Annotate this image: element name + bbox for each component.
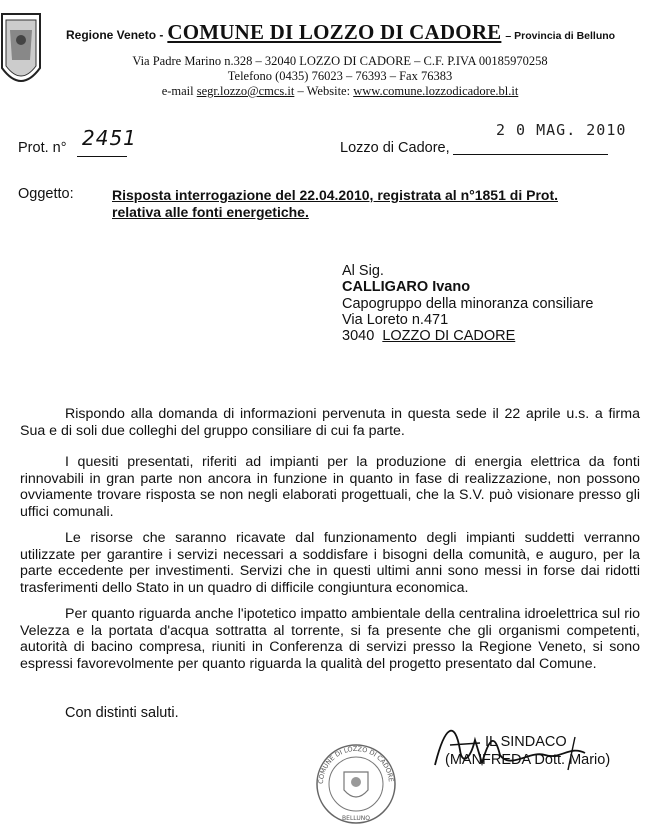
- recipient-salutation: Al Sig.: [342, 263, 384, 279]
- protocol-label: Prot. n°: [18, 140, 67, 156]
- stamp-text-bottom: BELLUNO: [342, 815, 370, 822]
- comune-name: COMUNE DI LOZZO DI CADORE: [167, 20, 502, 44]
- letterhead-contacts: [60, 84, 620, 99]
- letterhead-address: Via Padre Marino n.328 – 32040 LOZZO DI CADORE – C.F. P.IVA 00185970258: [132, 54, 548, 68]
- body-paragraph-4: Per quanto riguarda anche l'ipotetico impatto ambientale della centralina idroelettrica sul rio Velezza e la portata d'acqua sottratta al torrente, si fa presente che gli organismi competenti, autorità di bacino compresa, riuniti in Conferenza di servizi presso la Regione Veneto, si sono espressi favorevolmente per quanto riguarda la qualità del progetto presentato dal Comune.: [20, 606, 640, 672]
- recipient-city: LOZZO DI CADORE: [382, 328, 516, 344]
- date-underline: [453, 154, 608, 155]
- date-stamp: 2 0 MAG. 2010: [496, 121, 627, 139]
- signature-title: IL SINDACO: [485, 734, 567, 750]
- stamp-text-top: COMUNE DI LOZZO DI CADORE: [316, 744, 395, 785]
- website-link[interactable]: www.comune.lozzodicadore.bl.it: [353, 84, 519, 98]
- official-stamp-icon: [314, 742, 398, 826]
- letterhead-title: [66, 20, 626, 45]
- subject-line-1: Risposta interrogazione del 22.04.2010, registrata al n°1851 di Prot.: [112, 187, 558, 203]
- signature-name: (MANFREDA Dott. Mario): [445, 752, 611, 768]
- protocol-underline: [77, 156, 127, 157]
- email-link[interactable]: segr.lozzo@cmcs.it: [196, 84, 295, 98]
- recipient-role: Capogruppo della minoranza consiliare: [342, 296, 594, 312]
- handwritten-signature-icon: [420, 715, 620, 775]
- region-label: Regione Veneto -: [66, 28, 164, 42]
- recipient-street: Via Loreto n.471: [342, 312, 449, 328]
- recipient-city-line: [342, 328, 515, 344]
- body-paragraph-3: Le risorse che saranno ricavate dal funzionamento degli impianti suddetti verranno utilizzate per garantire i servizi necessari a soddisfare i bisogni della comunità, e auguro, per la parte eccedente per investimenti. Servizi che in questi ultimi anni sono messi in forse dai ridotti trasferimenti dello Stato in un quadro di difficile congiuntura economica.: [20, 530, 640, 596]
- recipient-name: CALLIGARO Ivano: [342, 279, 471, 295]
- website-label: – Website:: [297, 84, 351, 98]
- protocol-number: 2451: [82, 126, 137, 150]
- place-label: Lozzo di Cadore,: [340, 140, 450, 156]
- letterhead-phone: Telefono (0435) 76023 – 76393 – Fax 76383: [227, 69, 453, 83]
- closing-salutation: Con distinti saluti.: [65, 705, 179, 721]
- subject-label: Oggetto:: [18, 186, 74, 202]
- body-paragraph-1: Rispondo alla domanda di informazioni pervenuta in questa sede il 22 aprile u.s. a firma Sua e di soli due colleghi del gruppo consiliare di cui fa parte.: [20, 406, 640, 439]
- municipal-crest-icon: [0, 10, 44, 96]
- subject-line-2: relativa alle fonti energetiche.: [112, 204, 309, 220]
- recipient-zip: 3040: [342, 328, 375, 344]
- email-label: e-mail: [161, 84, 194, 98]
- provincia-label: – Provincia di Belluno: [505, 30, 616, 42]
- body-paragraph-2: I quesiti presentati, riferiti ad impianti per la produzione di energia elettrica da fonti rinnovabili in gran parte non ancora in funzione in quanto in fase di realizzazione, non possono ovviamente trovare risposta se non negli elaborati progettuali, che la S.V. può visionare presso gli uffici comunali.: [20, 454, 640, 520]
